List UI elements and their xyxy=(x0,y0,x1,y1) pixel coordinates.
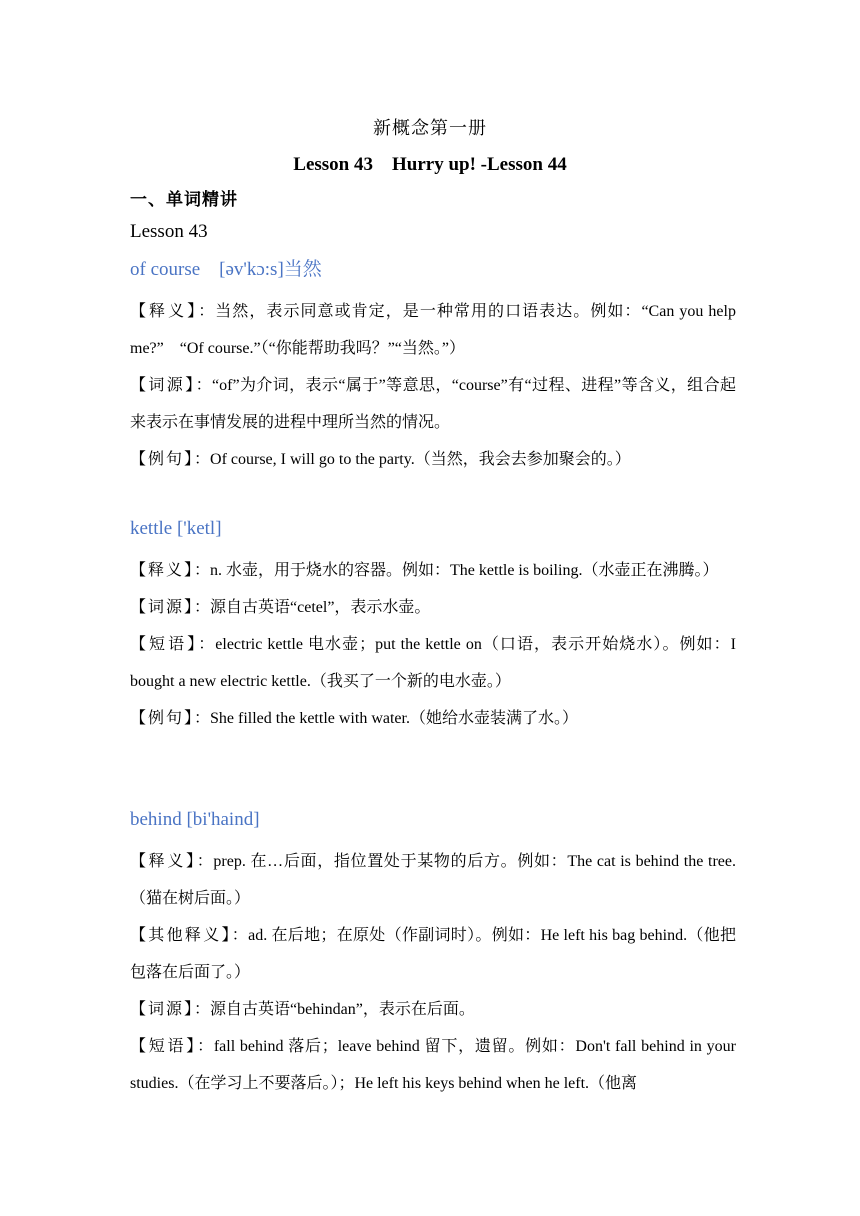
entry-tag: 【释义】 xyxy=(130,853,197,870)
entry-line xyxy=(130,367,736,441)
entry-tag: 【短语】 xyxy=(130,1038,198,1055)
entry-tag: 【词源】 xyxy=(130,1001,195,1018)
entry-line xyxy=(130,917,736,991)
entry-text: ：n. 水壶，用于烧水的容器。例如：The kettle is boiling.（水壶正在沸腾。） xyxy=(194,562,719,579)
entry-tag: 【短语】 xyxy=(130,636,199,653)
vocab-word: of course [əv'kɔ:s]当然 xyxy=(130,259,322,280)
entry-line xyxy=(130,991,736,1028)
vocab-word: kettle ['ketl] xyxy=(130,518,222,539)
entry-text: ：当然，表示同意或肯定，是一种常用的口语表达。例如：“Can you help me?” “Of course.”（“你能帮助我吗？”“当然。”） xyxy=(130,303,736,357)
entry-line xyxy=(130,293,736,367)
entry-line xyxy=(130,700,736,737)
vocab-entry-kettle xyxy=(130,514,736,737)
entry-tag: 【例句】 xyxy=(130,451,195,468)
vocab-entry-of-course xyxy=(130,255,736,478)
entry-text: ：prep. 在…后面，指位置处于某物的后方。例如：The cat is behind the tree.（猫在树后面。） xyxy=(130,853,736,907)
entry-line xyxy=(130,626,736,700)
entry-line xyxy=(130,589,736,626)
vocab-entry-behind xyxy=(130,805,736,1102)
entry-text: ：electric kettle 电水壶；put the kettle on（口语，表示开始烧水）。例如：I bought a new electric kettle.（我买了一个新的电水壶。） xyxy=(130,636,736,690)
lesson-title: Lesson 43 Hurry up! -Lesson 44 xyxy=(293,154,567,175)
entry-text: ：ad. 在后地；在原处（作副词时）。例如：He left his bag behind.（他把包落在后面了。） xyxy=(130,927,736,981)
lesson-label: Lesson 43 xyxy=(130,221,208,242)
entry-text: ：Of course, I will go to the party.（当然，我会去参加聚会的。） xyxy=(194,451,631,468)
entry-text: ：fall behind 落后；leave behind 留下，遗留。例如：Don't fall behind in your studies.（在学习上不要落后。）；He left his keys behind when he left.（他离 xyxy=(130,1038,736,1092)
entry-text: ：She filled the kettle with water.（她给水壶装满了水。） xyxy=(194,710,578,727)
entry-line xyxy=(130,843,736,917)
entry-text: ：源自古英语“behindan”，表示在后面。 xyxy=(194,1001,475,1018)
entry-line xyxy=(130,1028,736,1102)
entry-tag: 【释义】 xyxy=(130,562,195,579)
section-heading: 一、单词精讲 xyxy=(130,190,238,209)
entry-tag: 【例句】 xyxy=(130,710,195,727)
entry-tag: 【释义】 xyxy=(130,303,199,320)
entry-text: ：源自古英语“cetel”，表示水壶。 xyxy=(194,599,431,616)
entry-line xyxy=(130,441,736,478)
entry-line xyxy=(130,552,736,589)
document-title: 新概念第一册 xyxy=(373,118,487,138)
vocab-word: behind [bi'haind] xyxy=(130,809,260,830)
entry-tag: 【词源】 xyxy=(130,599,195,616)
entry-tag: 【词源】 xyxy=(130,377,196,394)
entry-text: ：“of”为介词，表示“属于”等意思，“course”有“过程、进程”等含义，组合起来表示在事情发展的进程中理所当然的情况。 xyxy=(130,377,736,431)
entry-tag: 【其他释义】 xyxy=(130,927,232,944)
